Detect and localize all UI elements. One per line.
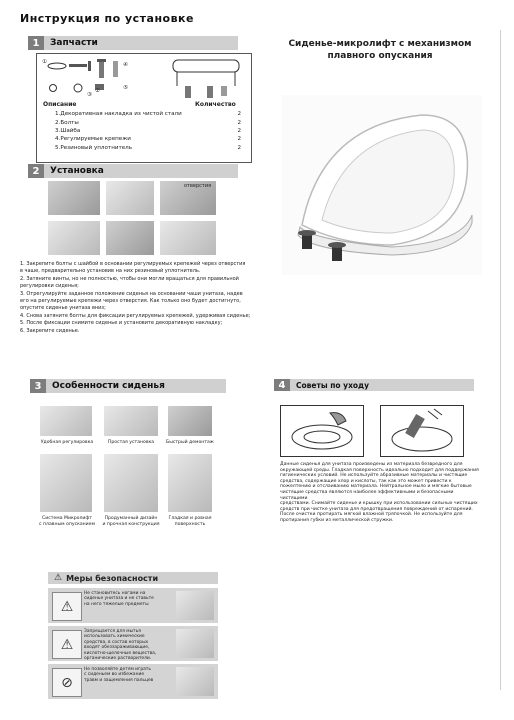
safety-text [84, 591, 172, 607]
holes-label: отверстия [184, 183, 212, 189]
care-line: После очистки протирать мягкой влажной тряпочкой. Не используйте для [280, 512, 463, 518]
feature-photo [40, 454, 92, 512]
care-line: окружающей среды. Гладкая поверхность идеально подходит для поддержания [280, 467, 479, 473]
features-grid [38, 406, 214, 556]
install-photo [106, 221, 154, 255]
care-line: гигиенических условий. Не используйте абразивные материалы и чистящие [280, 473, 468, 479]
safety-line: сиденье унитаза и не ставьте [84, 596, 154, 602]
care-line: протирания губки из металлической стружки. [280, 517, 394, 523]
callout-2: ② [95, 88, 100, 94]
feature-caption-line: Продуманный дизайн [104, 516, 158, 521]
safety-photo [176, 629, 214, 658]
step-line: опустите сиденье унитаза вниз; [20, 305, 106, 312]
safety-line: Не становитесь ногами на [84, 591, 146, 596]
part-qty: 2 [237, 111, 241, 118]
callout-3: ③ [87, 92, 92, 98]
feature-photo [104, 454, 158, 512]
safety-item [48, 588, 218, 623]
section-2-header [28, 164, 238, 178]
section-2-number: 2 [28, 164, 44, 178]
feature-caption: Удобная регулировка [40, 440, 94, 445]
installation-photos [48, 181, 220, 257]
spray-illustration [380, 405, 464, 457]
feature-photo [168, 406, 212, 436]
section-1-number: 1 [28, 36, 44, 50]
product-title [270, 38, 490, 62]
part-name: 4.Регулируемые крепежи [55, 136, 131, 143]
part-name: 5.Резиновый уплотнитель [55, 144, 133, 151]
step-line: 2. Затяните винты, но не полностью, чтобы они могли вращаться для правильной [20, 275, 239, 282]
callout-1: ① [42, 59, 47, 65]
safety-line: Не позволяйте детям играть [84, 667, 151, 672]
safety-photo [176, 591, 214, 620]
section-1-title: Запчасти [50, 38, 98, 48]
step-line: 6. Закрепите сиденье. [20, 327, 80, 334]
install-photo [160, 221, 216, 255]
parts-panel [36, 53, 252, 163]
safety-line: кислотно-щелочные вещества, [84, 650, 157, 656]
no-children-icon: ⊘ [52, 668, 82, 697]
install-photo [106, 181, 154, 215]
care-line: средствами. Снимайте сиденье и крышку при использовании сильных чистящих [280, 501, 478, 507]
feature-caption-line: поверхность [174, 522, 206, 527]
safety-text [84, 629, 172, 661]
care-text [280, 462, 480, 524]
part-qty: 2 [237, 119, 241, 126]
section-2-title: Установка [50, 166, 104, 176]
install-photo [48, 221, 100, 255]
section-3-header [30, 379, 226, 393]
step-line: 3. Отрегулируйте заданное положение сиденья на основании чаши унитаза, надев [20, 290, 243, 297]
page-divider [500, 30, 501, 690]
parts-row [55, 135, 241, 143]
safety-text [84, 667, 172, 683]
wipe-illustration [280, 405, 364, 457]
product-title-line-2: плавного опускания [327, 51, 433, 61]
description-header: Описание [43, 101, 77, 108]
step-line: в чаше, предварительно установив на них резиновый уплотнитель. [20, 268, 201, 275]
parts-row [55, 127, 241, 135]
warning-icon: ⚠ [52, 630, 82, 659]
feature-caption [102, 516, 160, 528]
feature-caption: Простая установка [107, 440, 155, 445]
warning-icon: ⚠ [54, 573, 63, 583]
safety-item [48, 626, 218, 661]
section-4-number: 4 [274, 379, 290, 391]
product-title-line-1: Сиденье-микролифт с механизмом [288, 39, 472, 49]
feature-caption-line: Гладкая и ровная [168, 516, 212, 521]
safety-line: с сиденьем во избежание [84, 672, 145, 678]
care-line: пожелтению и отслаиванию материала. Нейтральное мыло и мягкие бытовые [280, 484, 472, 490]
care-line: чистящие средства являются наиболее эффективными и безопасными чистящими [280, 489, 454, 501]
part-qty: 2 [237, 127, 241, 134]
install-photo [48, 181, 100, 215]
safety-line: использовать химические [84, 634, 145, 640]
parts-list [55, 110, 241, 152]
parts-row [55, 144, 241, 152]
safety-line: на него тяжелые предметы [84, 601, 149, 607]
step-line: 1. Закрепите болты с шайбой в основании регулируемых крепежей через отверстия [20, 261, 246, 267]
feature-caption-line: с плавным опусканием [39, 522, 95, 527]
quantity-header: Количество [195, 101, 236, 108]
section-4-title: Советы по уходу [296, 380, 370, 390]
care-line: средств при чистке унитаза для предотвращения повреждений от испарений. [280, 506, 473, 512]
section-3-number: 3 [30, 379, 46, 393]
part-name: 2.Болты [55, 119, 79, 126]
step-line: регулировки сиденья; [20, 283, 79, 290]
seat-sketch [167, 56, 245, 104]
care-illustrations [280, 405, 466, 460]
care-line: средства, содержащие хлор и кислоты, так как это может привести к [280, 478, 452, 484]
parts-row [55, 118, 241, 126]
part-name: 3.Шайба [55, 127, 81, 134]
step-line: 4. Снова затяните болты для фиксации регулируемых крепежей, удерживая сиденье; [20, 312, 251, 319]
section-1-header [28, 36, 238, 50]
page-title: Инструкция по установке [20, 12, 194, 25]
safety-line: входят обеззараживающие, [84, 645, 150, 651]
safety-line: средства, в состав которых [84, 639, 149, 645]
part-name: 1.Декоративная накладка из чистой стали [55, 111, 182, 118]
safety-line: органические растворители. [84, 656, 152, 662]
parts-row [55, 110, 241, 118]
feature-photo [104, 406, 158, 436]
step-line: 5. После фиксации снимите сиденье и установите декоративную накладку; [20, 320, 223, 327]
safety-header [48, 572, 218, 584]
feature-caption-line: и прочная конструкция [102, 522, 160, 527]
feature-caption: Быстрый демонтаж [166, 440, 214, 445]
warning-icon: ⚠ [52, 592, 82, 621]
feature-caption [38, 516, 96, 528]
section-3-title: Особенности сиденья [52, 381, 165, 391]
callout-4: ④ [123, 62, 128, 68]
care-line: Данные сиденья для унитаза произведены из материала безвредного для [280, 462, 463, 467]
section-4-header [274, 379, 474, 391]
product-image [282, 95, 482, 275]
feature-caption [162, 516, 218, 528]
safety-line: Запрещается для мытья [84, 629, 141, 634]
safety-line: травм и защемления пальцев [84, 677, 154, 683]
feature-caption-line: Система Микролифт [42, 516, 92, 521]
part-qty: 2 [237, 136, 241, 143]
safety-item [48, 664, 218, 699]
feature-photo [168, 454, 212, 512]
part-qty: 2 [237, 144, 241, 151]
safety-title: Меры безопасности [66, 573, 159, 583]
callout-5: ⑤ [123, 85, 128, 91]
step-line: его на регулируемые крепежи через отверстия. Как только оно будет достигнуто, [20, 298, 241, 305]
safety-photo [176, 667, 214, 696]
feature-photo [40, 406, 92, 436]
installation-steps [20, 261, 260, 335]
